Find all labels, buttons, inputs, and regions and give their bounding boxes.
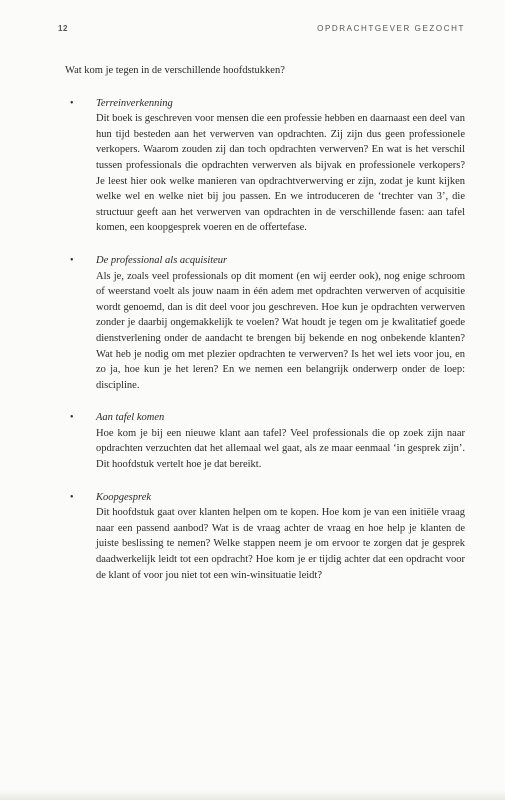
section-text: Als je, zoals veel professionals op dit moment (en wij eerder ook), nog enige schroom of weerstand voelt als jouw naam in één adem met opdrachten verwerven of acquisitie wordt genoemd, dan is dit deel voor jou geschreven. Hoe kun je opdrachten verwerven zonder je daarbij ongemakkelijk te voelen? Wat houdt je tegen om je kwalitatief goede dienstverlening onder de aandacht te brengen bij bekende en nog onbekende klanten? Wat heb je nodig om met plezier opdrachten te verwerven? Is het wel iets voor jou, en zo ja, hoe kun je het leren? En we nemen een belangrijk onderwerp onder de loep: discipline. [96,270,465,391]
section-text: Dit boek is geschreven voor mensen die een professie hebben en daarnaast een deel van hun tijd besteden aan het verwerven van opdrachten. Zij zijn dus geen professionele verkopers. Waarom zouden zij dan toch opdrachten verwerven? En wat is het verschil tussen professionals die opdrachten verwerven als bijvak en professionele verkopers? Je leest hier ook welke manieren van opdrachtverwerving er zijn, zodat je kunt kijken welke wel en welke niet bij jou passen. En we introduceren de ‘trechter van 3’, die structuur geeft aan het verwerven van opdrachten in de verschillende fasen: aan tafel komen, een koopgesprek voeren en de offertefase. [96,113,465,234]
section-title: Aan tafel komen [96,412,165,424]
intro-paragraph: Wat kom je tegen in de verschillende hoofdstukken? [65,65,285,76]
section-title: De professional als acquisiteur [96,254,228,266]
bullet-icon: • [70,254,74,266]
bullet-icon: • [70,97,74,109]
section-aan-tafel-komen [65,410,465,472]
section-title: Terreinverkenning [96,97,173,109]
section-professional-acquisiteur [65,253,465,393]
section-text: Hoe kom je bij een nieuwe klant aan tafel? Veel professionals die op zoek zijn naar opdrachten verzuchten dat het allemaal wel gaat, als ze maar eenmaal ‘in gesprek zijn’. Dit hoofdstuk vertelt hoe je dat bereikt. [96,427,465,471]
section-text: Dit hoofdstuk gaat over klanten helpen om te kopen. Hoe kom je van een initiële vraag naar een passend aanbod? Wat is de vraag achter de vraag en hoe help je klanten de juiste beslissing te nemen? Welke stappen neem je om ervoor te zorgen dat je gesprek daadwerkelijk leidt tot een opdracht? Hoe kom je er tijdig achter dat een opdracht voor de klant of voor jou niet tot een win-winsituatie leidt? [96,507,465,581]
section-title: Koopgesprek [96,491,152,503]
bullet-icon: • [70,491,74,503]
page-body [65,63,465,600]
section-koopgesprek [65,490,465,584]
running-title: OPDRACHTGEVER GEZOCHT [317,24,465,33]
section-terreinverkenning [65,96,465,236]
bullet-icon: • [70,412,74,424]
page-bottom-edge [0,790,505,800]
page-number: 12 [58,24,68,33]
